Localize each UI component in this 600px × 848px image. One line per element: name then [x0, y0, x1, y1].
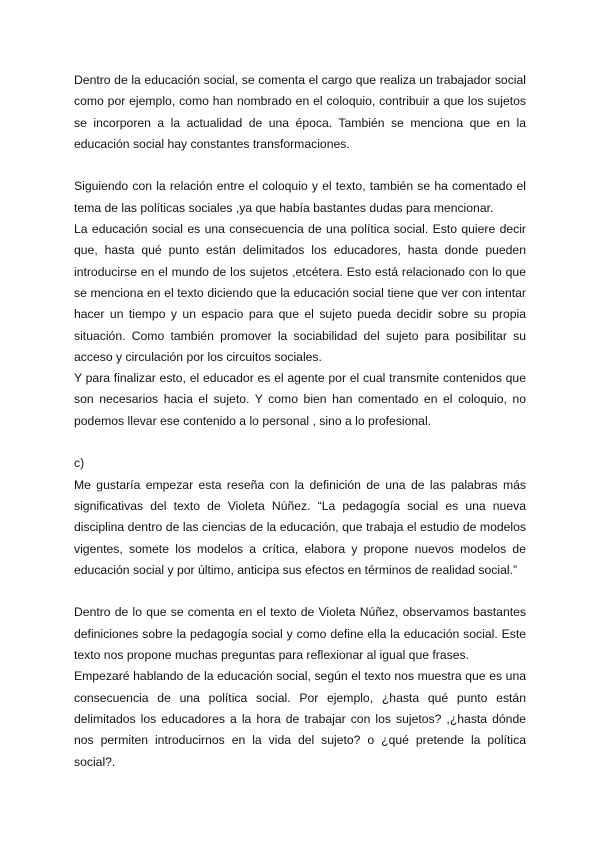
paragraph-spacer — [74, 432, 526, 453]
document-page — [74, 70, 526, 773]
paragraph-empezare: Empezaré hablando de la educación social, según el texto nos muestra que es una consecuencia de una política social. Por ejemplo, ¿hasta qué punto están delimitados los educadores a la hora de trabajar con los sujetos? ,¿hasta dónde nos permiten introducirnos en la vida del sujeto? o ¿qué pretende la política social?. — [74, 669, 526, 769]
section-label-c: c) — [74, 456, 85, 471]
paragraph-educacion-social-intro: Dentro de la educación social, se comenta el cargo que realiza un trabajador social como por ejemplo, como han nombrado en el coloquio, contribuir a que los sujetos se incorporen a la actualidad de una época. También se menciona que en la educación social hay constantes transformaciones. — [74, 73, 526, 151]
paragraph-definicion-pedagogia: Me gustaría empezar esta reseña con la definición de una de las palabras más significativas del texto de Violeta Núñez. “La pedagogía social es una nueva disciplina dentro de las ciencias de la educación, que trabaja el estudio de modelos vigentes, somete los modelos a crítica, elabora y propone nuevos modelos de educación social y por último, anticipa sus efectos en términos de realidad social.” — [74, 477, 526, 577]
paragraph-spacer — [74, 581, 526, 602]
paragraph-politicas-sociales: Siguiendo con la relación entre el coloquio y el texto, también se ha comentado el tema de las políticas sociales ,ya que había bastantes dudas para mencionar. — [74, 179, 526, 215]
paragraph-spacer — [74, 155, 526, 176]
paragraph-consecuencia-politica: La educación social es una consecuencia de una política social. Esto quiere decir que, hasta qué punto están delimitados los educadores, hasta donde pueden introducirse en el mundo de los sujetos ,etcétera. Esto está relacionado con lo que se menciona en el texto diciendo que la educación social tiene que ver con intentar hacer un tiempo y un espacio para que el sujeto pueda decidir sobre su propia situación. Como también promover la sociabilidad del sujeto para posibilitar su acceso y circulación por los circuitos sociales. — [74, 222, 526, 364]
paragraph-violeta-nunez: Dentro de lo que se comenta en el texto de Violeta Núñez, observamos bastantes definiciones sobre la pedagogía social y como define ella la educación social. Este texto nos propone muchas preguntas para reflexionar al igual que frases. — [74, 605, 526, 663]
paragraph-finalizar: Y para finalizar esto, el educador es el agente por el cual transmite contenidos que son necesarios hacia el sujeto. Y como bien han comentado en el coloquio, no podemos llevar ese contenido a lo personal , sino a lo profesional. — [74, 371, 526, 428]
